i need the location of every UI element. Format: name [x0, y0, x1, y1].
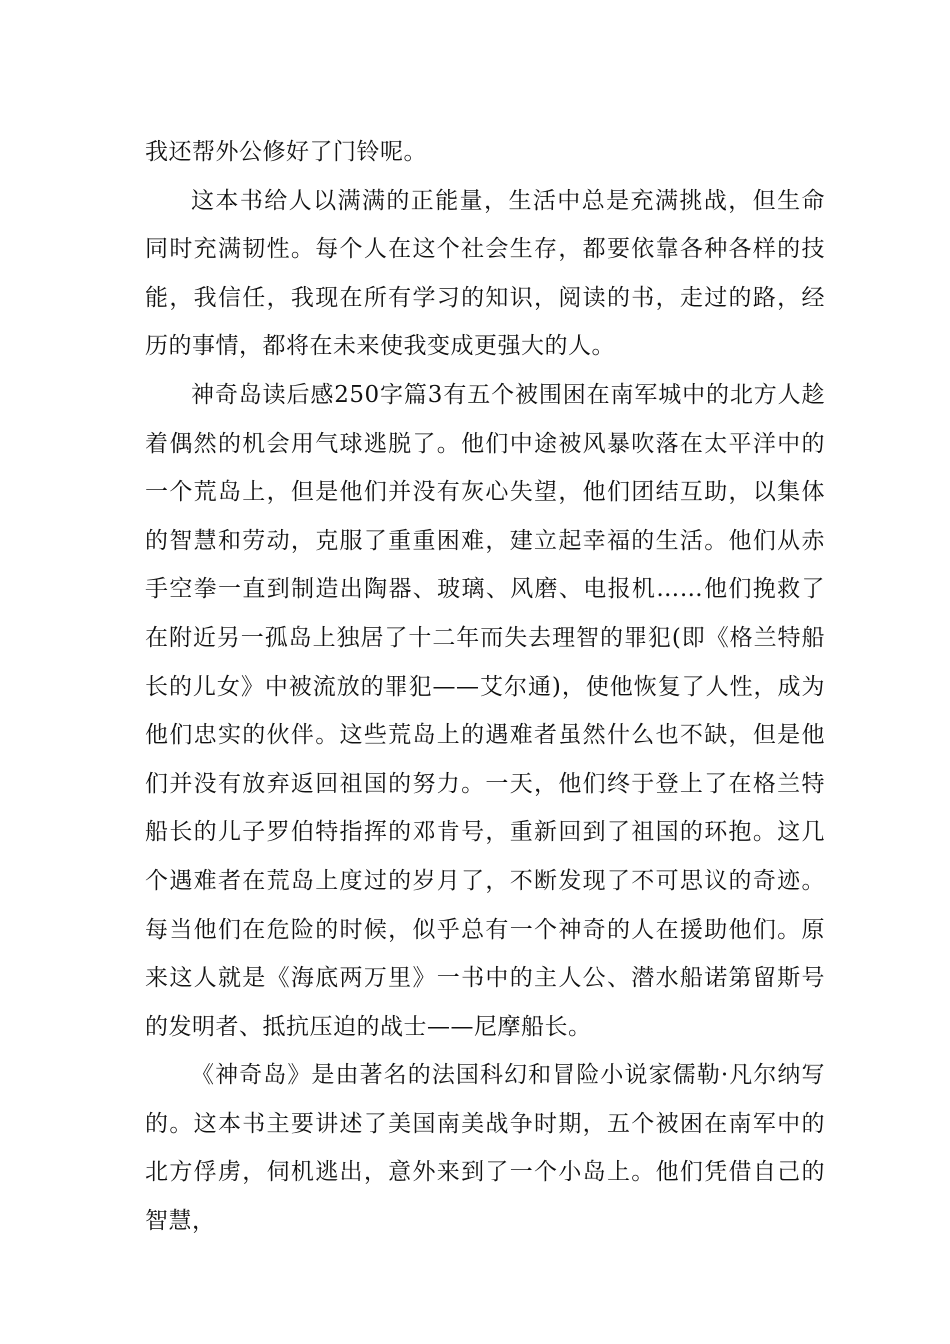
paragraph-book-intro: 《神奇岛》是由著名的法国科幻和冒险小说家儒勒·凡尔纳写的。这本书主要讲述了美国南美战争时期，五个被困在南军中的北方俘虏，伺机逃出，意外来到了一个小岛上。他们凭借自己的智慧，: [145, 1062, 825, 1235]
paragraph-review-3: 神奇岛读后感250字篇3有五个被围困在南军城中的北方人趁着偶然的机会用气球逃脱了。他们中途被风暴吹落在太平洋中的一个荒岛上，但是他们并没有灰心失望，他们团结互助，以集体的智慧和劳动，克服了重重困难，建立起幸福的生活。他们从赤手空拳一直到制造出陶器、玻璃、风磨、电报机……他们挽救了在附近另一孤岛上独居了十二年而失去理智的罪犯(即《格兰特船长的儿女》中被流放的罪犯——艾尔通)，使他恢复了人性，成为他们忠实的伙伴。这些荒岛上的遇难者虽然什么也不缺，但是他们并没有放弃返回祖国的努力。一天，他们终于登上了在格兰特船长的儿子罗伯特指挥的邓肯号，重新回到了祖国的环抱。这几个遇难者在荒岛上度过的岁月了，不断发现了不可思议的奇迹。每当他们在危险的时候，似乎总有一个神奇的人在援助他们。原来这人就是《海底两万里》一书中的主人公、潜水船诺第留斯号的发明者、抵抗压迫的战士——尼摩船长。: [145, 381, 825, 1040]
paragraph-positive-energy: 这本书给人以满满的正能量，生活中总是充满挑战，但生命同时充满韧性。每个人在这个社会生存，都要依靠各种各样的技能，我信任，我现在所有学习的知识，阅读的书，走过的路，经历的事情，都将在未来使我变成更强大的人。: [145, 187, 825, 360]
document-body: [145, 128, 825, 1246]
paragraph-continuation: 我还帮外公修好了门铃呢。: [145, 139, 427, 165]
